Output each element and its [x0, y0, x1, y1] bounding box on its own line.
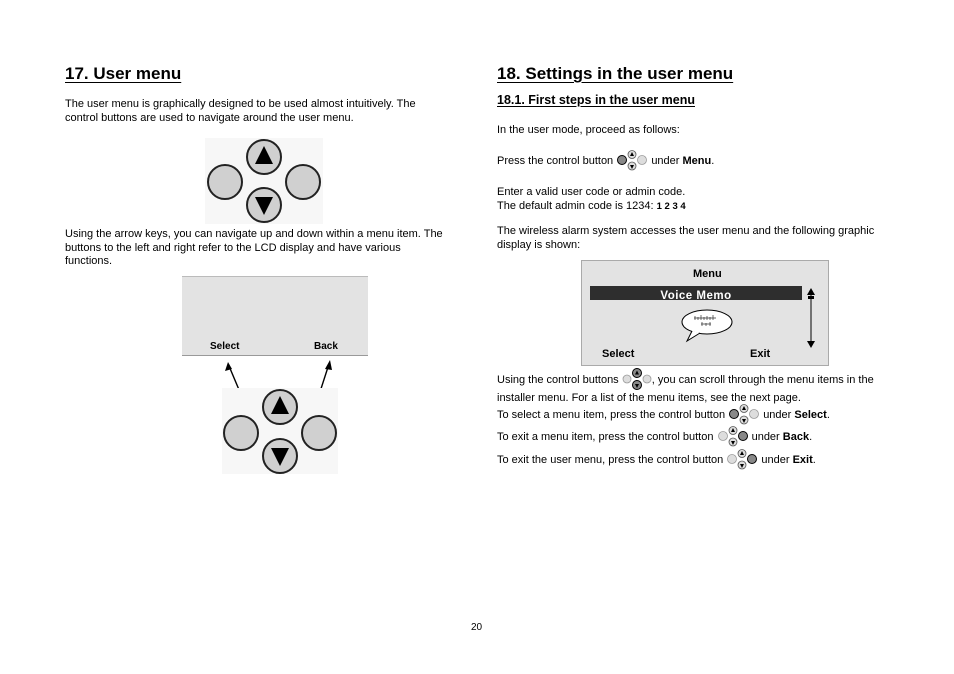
nav-line-2: buttons to the left and right refer to the LCD display and have various — [65, 241, 401, 254]
select-instruction: To select a menu item, press the control button under Select. — [497, 404, 830, 426]
lcd-menu-title: Menu — [693, 268, 722, 280]
keypad-right-button — [286, 165, 320, 199]
control-pad-left-highlight-icon — [616, 150, 648, 172]
user-menu-intro — [65, 98, 416, 125]
press-menu-instruction: Press the control button under Menu. — [497, 150, 714, 172]
control-pad-right-highlight-icon — [726, 449, 758, 471]
nav-line-1: Using the arrow keys, you can navigate up and down within a menu item. The — [65, 228, 443, 240]
section-18-1-heading: 18.1. First steps in the user menu — [497, 93, 695, 107]
keypad2-right-button — [302, 416, 336, 450]
scroll-instruction: Using the control buttons , you can scroll through the menu items in the installer menu. For a list of the menu items, see the next page. — [497, 368, 874, 406]
intro-line-1: The user menu is graphically designed to be used almost intuitively. The — [65, 98, 416, 110]
lcd-selected-item: Voice Memo — [660, 290, 732, 302]
lcd-display-illustration — [182, 276, 368, 356]
lcd-menu-display — [581, 260, 829, 366]
control-pad-left-highlight-icon — [728, 404, 760, 426]
lcd-select-label: Select — [602, 348, 635, 360]
control-pad-right-highlight-icon — [717, 426, 749, 448]
section-17-heading: 17. User menu — [65, 64, 182, 83]
scroll-bar-icon — [804, 287, 818, 349]
exit-item-instruction: To exit a menu item, press the control button under Back. — [497, 426, 812, 448]
lcd-select-label: Select — [210, 341, 240, 352]
default-code-digits: 1 2 3 4 — [656, 200, 686, 212]
user-mode-intro: In the user mode, proceed as follows: — [497, 124, 680, 136]
keypad-with-pointers-illustration — [218, 358, 340, 476]
lcd-selected-item-bar — [590, 286, 802, 300]
nav-line-3: functions. — [65, 255, 113, 267]
lcd-exit-label: Exit — [750, 348, 771, 360]
page-number: 20 — [471, 622, 483, 633]
keypad-left-button — [208, 165, 242, 199]
intro-line-2: control buttons are used to navigate around the user menu. — [65, 111, 354, 124]
control-pad-updown-highlight-icon — [622, 368, 652, 392]
exit-menu-instruction: To exit the user menu, press the control button under Exit. — [497, 449, 816, 471]
speech-bubble-icon — [678, 307, 734, 343]
section-18-heading: 18. Settings in the user menu — [497, 64, 734, 83]
keypad-illustration — [205, 138, 323, 224]
keypad2-left-button — [224, 416, 258, 450]
code-instruction: Enter a valid user code or admin code. The default admin code is 1234: 1 2 3 4 — [497, 186, 686, 212]
lcd-back-label: Back — [314, 341, 338, 352]
display-shown-text: The wireless alarm system accesses the user menu and the following graphic display is shown: — [497, 225, 875, 251]
navigation-description — [65, 228, 443, 269]
